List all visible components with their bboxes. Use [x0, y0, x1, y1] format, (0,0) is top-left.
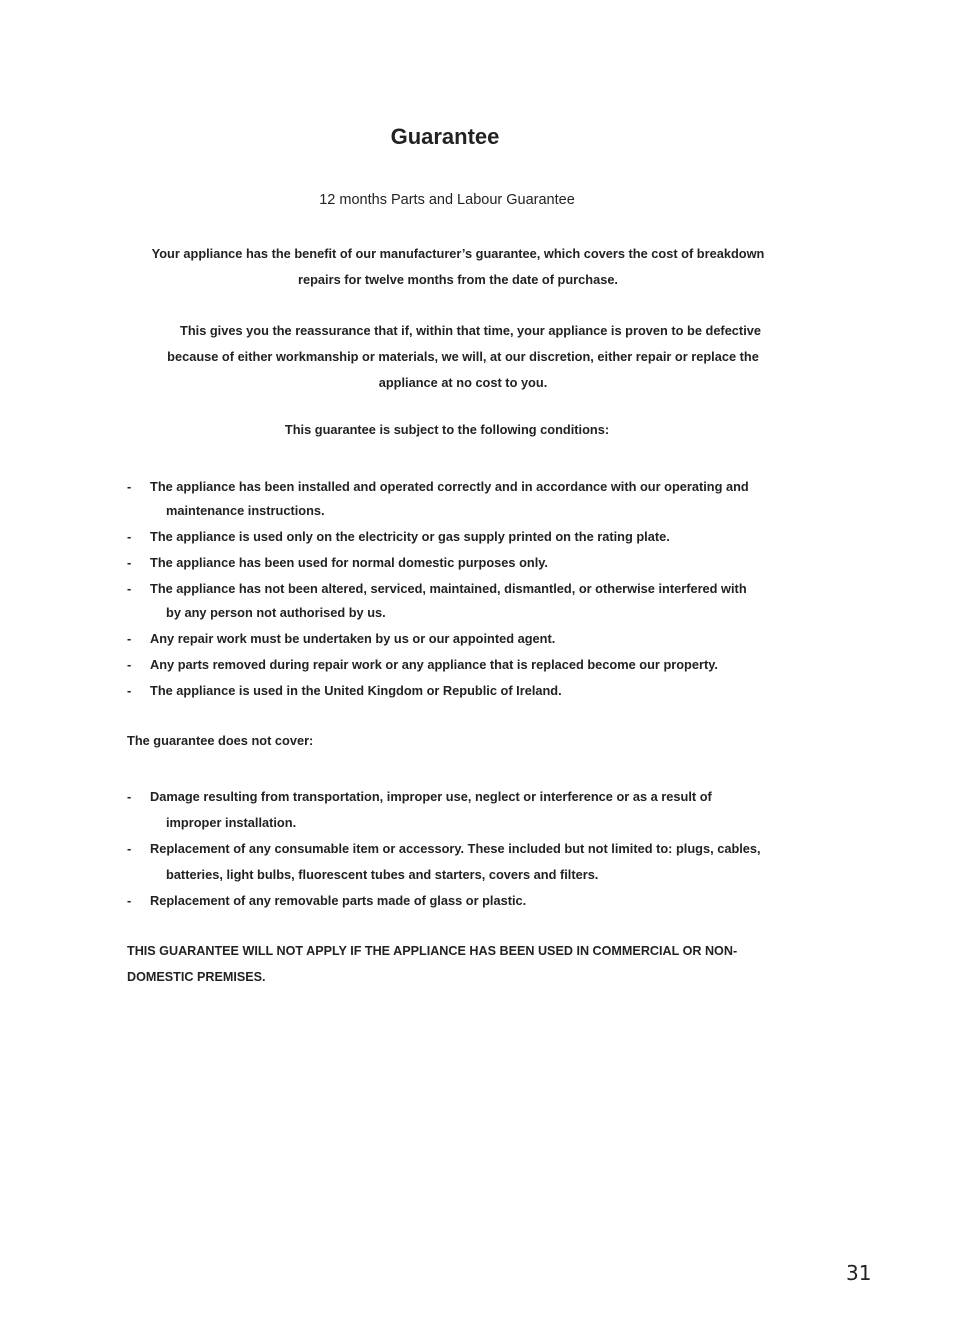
conditions-list — [127, 475, 787, 705]
exclusions-list — [127, 784, 787, 914]
list-item — [127, 784, 787, 836]
list-item-text: The appliance has been used for normal domestic purposes only. — [150, 555, 548, 570]
list-item — [127, 627, 787, 651]
bullet-dash: - — [127, 683, 132, 698]
list-item — [127, 577, 787, 625]
list-item — [127, 888, 787, 914]
intro-line: repairs for twelve months from the date of purchase. — [298, 272, 618, 287]
list-item-text: Damage resulting from transportation, improper use, neglect or interference or as a result of — [150, 789, 712, 804]
list-item — [127, 653, 787, 677]
bullet-dash: - — [127, 631, 132, 646]
list-item — [127, 551, 787, 575]
bullet-dash: - — [127, 893, 132, 908]
list-item-text: The appliance has not been altered, serviced, maintained, dismantled, or otherwise interfered with — [150, 581, 747, 596]
list-item-text: Replacement of any removable parts made of glass or plastic. — [150, 893, 527, 908]
bullet-dash: - — [127, 841, 132, 856]
list-item — [127, 836, 787, 888]
bullet-dash: - — [127, 529, 132, 544]
list-item-text: Replacement of any consumable item or accessory. These included but not limited to: plugs, cables, — [150, 841, 761, 856]
not-cover-heading: The guarantee does not cover: — [127, 733, 314, 748]
list-item — [127, 525, 787, 549]
reassurance-line: because of either workmanship or materials, we will, at our discretion, either repair or replace the — [167, 349, 759, 364]
list-item — [127, 475, 787, 523]
list-item-text: The appliance is used in the United Kingdom or Republic of Ireland. — [150, 683, 562, 698]
intro-paragraph — [140, 241, 776, 293]
commercial-use-notice — [127, 938, 767, 990]
reassurance-paragraph — [150, 318, 776, 396]
list-item-continuation: batteries, light bulbs, fluorescent tubes and starters, covers and filters. — [166, 867, 599, 882]
list-item-continuation: maintenance instructions. — [166, 503, 325, 518]
subtitle: 12 months Parts and Labour Guarantee — [319, 192, 575, 208]
page-number: 31 — [846, 1261, 872, 1285]
reassurance-line: appliance at no cost to you. — [378, 375, 548, 390]
bullet-dash: - — [127, 555, 132, 570]
conditions-heading: This guarantee is subject to the following conditions: — [284, 422, 610, 437]
intro-line: Your appliance has the benefit of our manufacturer’s guarantee, which covers the cost of breakdown — [151, 246, 765, 261]
list-item-continuation: by any person not authorised by us. — [166, 605, 386, 620]
bullet-dash: - — [127, 581, 132, 596]
bullet-dash: - — [127, 789, 132, 804]
bullet-dash: - — [127, 479, 132, 494]
list-item-text: Any repair work must be undertaken by us or our appointed agent. — [150, 631, 556, 646]
list-item-text: Any parts removed during repair work or any appliance that is replaced become our property. — [150, 657, 718, 672]
page-title: Guarantee — [390, 124, 500, 149]
list-item-text: The appliance is used only on the electricity or gas supply printed on the rating plate. — [150, 529, 670, 544]
list-item-text: The appliance has been installed and operated correctly and in accordance with our operating and — [150, 479, 749, 494]
bullet-dash: - — [127, 657, 132, 672]
list-item-continuation: improper installation. — [166, 815, 297, 830]
list-item — [127, 679, 787, 703]
notice-line: DOMESTIC PREMISES. — [127, 970, 266, 984]
reassurance-line: This gives you the reassurance that if, within that time, your appliance is proven to be defective — [180, 323, 761, 338]
notice-line: THIS GUARANTEE WILL NOT APPLY IF THE APPLIANCE HAS BEEN USED IN COMMERCIAL OR NON- — [127, 944, 738, 958]
